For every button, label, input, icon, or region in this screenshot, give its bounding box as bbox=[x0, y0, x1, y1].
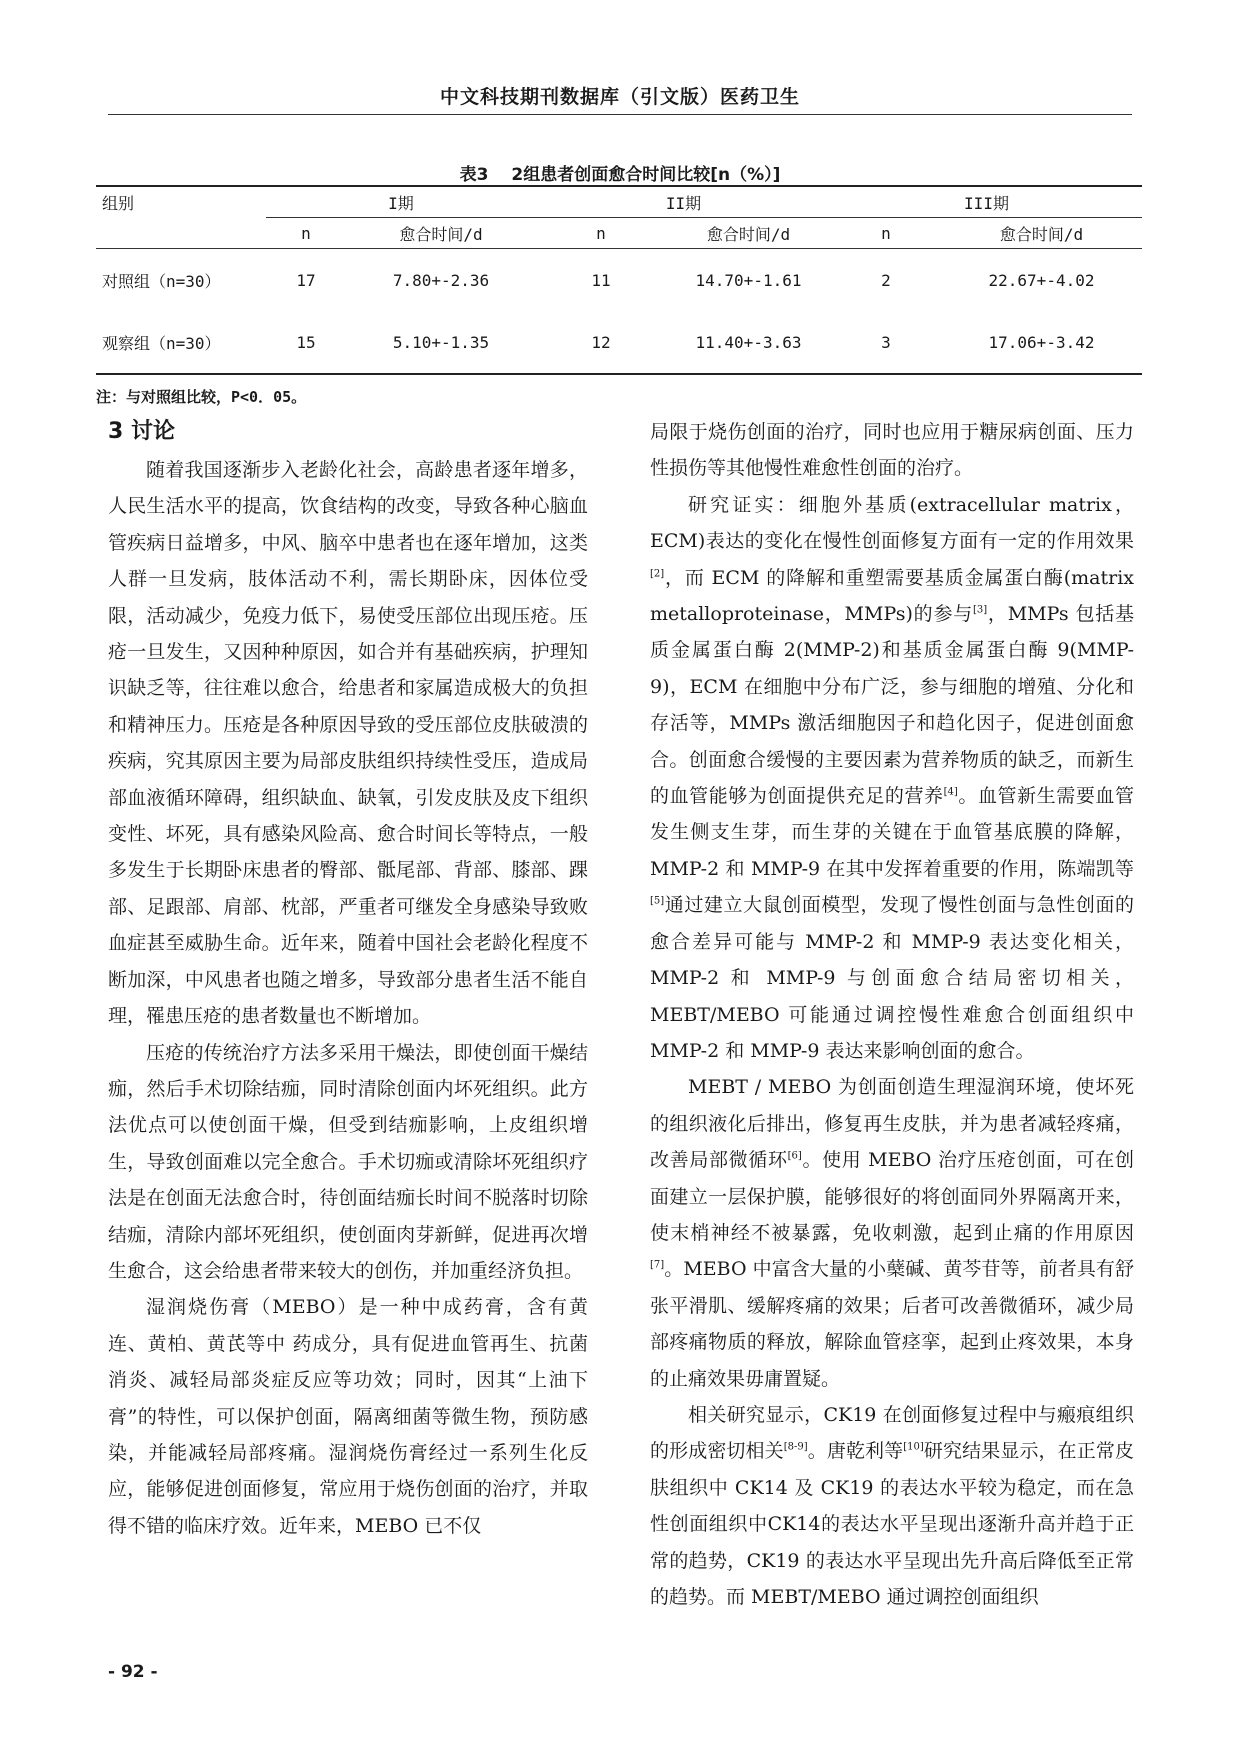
text-run: 通过建立大鼠创面模型，发现了慢性创面与急性创面的愈合差异可能与 MMP-2 和 MMP-9 表达变化相关，MMP-2 和 MMP-9 与创面愈合结局密切相关，MEBT/MEBO 可能通过调控慢性难愈合创面组织中 MMP-2 和 MMP-9 表达来影响创面的愈合。 bbox=[650, 894, 1134, 1062]
table-note: 注：与对照组比较，P<0．05。 bbox=[96, 388, 307, 406]
table-row bbox=[96, 311, 1142, 374]
text-run: MEBT / MEBO 为创面创造生理湿润环境，使坏死的组织液化后排出，修复再生皮肤，并为患者减轻疼痛，改善局部微循环 bbox=[650, 1076, 1134, 1172]
subheader-blank bbox=[96, 218, 266, 249]
paragraph: 随着我国逐渐步入老龄化社会，高龄患者逐年增多，人民生活水平的提高，饮食结构的改变，导致各种心脑血管疾病日益增多，中风、脑卒中患者也在逐年增加，这类人群一旦发病，肢体活动不利，需长期卧床，因体位受限，活动减少，免疫力低下，易使受压部位出现压疮。压疮一旦发生，又因种种原因，如合并有基础疾病，护理知识缺乏等，往往难以愈合，给患者和家属造成极大的负担和精神压力。压疮是各种原因导致的受压部位皮肤破溃的疾病，究其原因主要为局部皮肤组织持续性受压，造成局部血液循环障碍，组织缺血、缺氧，引发皮肤及皮下组织变性、坏死，具有感染风险高、愈合时间长等特点，一般多发生于长期卧床患者的臀部、骶尾部、背部、膝部、踝部、足跟部、肩部、枕部，严重者可继发全身感染导致败血症甚至威胁生命。近年来，随着中国社会老龄化程度不断加深，中风患者也随之增多，导致部分患者生活不能自理，罹患压疮的患者数量也不断增加。 bbox=[108, 459, 588, 1028]
left-column bbox=[108, 412, 588, 1544]
text-run: 。使用 MEBO 治疗压疮创面，可在创面建立一层保护膜，能够很好的将创面同外界隔离开来，使末梢神经不被暴露，免收刺激，起到止痛的作用原因 bbox=[650, 1149, 1134, 1244]
row-group: 对照组（n=30） bbox=[102, 271, 221, 291]
text-run: 研究证实：细胞外基质(extracellular matrix，ECM)表达的变化在慢性创面修复方面有一定的作用效果 bbox=[650, 493, 1134, 553]
cell: 7.80+-2.36 bbox=[392, 270, 490, 290]
table-subheader-row bbox=[96, 218, 1142, 249]
group-header: 组别 bbox=[96, 186, 266, 218]
text-run: ，MMPs 包括基质金属蛋白酶 2(MMP-2)和基质金属蛋白酶 9(MMP-9)，ECM 在细胞中分布广泛，参与细胞的增殖、分化和存活等，MMPs 激活细胞因子和趋化因子，促进创面愈合。创面愈合缓慢的主要因素为营养物质的缺乏，而新生的血管能够为创面提供充足的营养 bbox=[650, 603, 1134, 808]
citation: [10] bbox=[903, 1442, 924, 1454]
text-run: ，而 ECM 的降解和重塑需要基质金属蛋白酶(matrix metalloproteinase，MMPs)的参与 bbox=[650, 566, 1134, 626]
citation: [8-9] bbox=[783, 1442, 808, 1454]
citation: [6] bbox=[787, 1150, 802, 1162]
cell: 17.06+-3.42 bbox=[941, 311, 1142, 374]
subheader-time-1: 愈合时间/d bbox=[346, 218, 536, 249]
header-rule bbox=[108, 114, 1132, 115]
stage-header-2: II期 bbox=[536, 186, 831, 218]
row-group: 观察组（n=30） bbox=[96, 311, 266, 374]
text-run: 研究结果显示，在正常皮肤组织中 CK14 及 CK19 的表达水平较为稳定，而在急性创面组织中CK14的表达水平呈现出逐渐升高并趋于正常的趋势，CK19 的表达水平呈现出先升高后降低至正常的趋势。而 MEBT/MEBO 通过调控创面组织 bbox=[650, 1440, 1134, 1608]
cell: 5.10+-1.35 bbox=[346, 311, 536, 374]
cell: 15 bbox=[266, 311, 346, 374]
text-run: 。血管新生需要血管发生侧支生芽，而生芽的关键在于血管基底膜的降解，MMP-2 和 MMP-9 在其中发挥着重要的作用，陈端凯等 bbox=[650, 785, 1134, 880]
results-table bbox=[96, 185, 1142, 375]
cell: 14.70+-1.61 bbox=[695, 270, 802, 290]
citation: [2] bbox=[650, 568, 665, 580]
page-number: - 92 - bbox=[108, 1662, 158, 1682]
subheader-n-3: n bbox=[831, 218, 941, 249]
paragraph bbox=[650, 487, 1134, 1070]
cell: 11.40+-3.63 bbox=[666, 311, 831, 374]
paragraph bbox=[650, 1397, 1134, 1615]
cell: 11 bbox=[591, 270, 611, 290]
cell: 12 bbox=[536, 311, 666, 374]
cell: 22.67+-4.02 bbox=[988, 270, 1095, 290]
citation: [3] bbox=[972, 604, 988, 616]
paragraph bbox=[650, 1069, 1134, 1397]
text-run: 。MEBO 中富含大量的小蘖碱、黄芩苷等，前者具有舒张平滑肌、缓解疼痛的效果；后者可改善微循环，减少局部疼痛物质的释放，解除血管痉挛，起到止疼效果，本身的止痛效果毋庸置疑。 bbox=[650, 1258, 1134, 1390]
table-row bbox=[96, 249, 1142, 312]
stage-header-3: III期 bbox=[831, 186, 1142, 218]
running-header: 中文科技期刊数据库（引文版）医药卫生 bbox=[439, 86, 800, 108]
text-run: 相关研究显示，CK19 在创面修复过程中与瘢痕组织的形成密切相关 bbox=[650, 1403, 1134, 1463]
cell: 2 bbox=[881, 270, 891, 290]
citation: [4] bbox=[943, 786, 958, 798]
text-run: 。唐乾利等 bbox=[807, 1440, 904, 1463]
subheader-n-2: n bbox=[536, 218, 666, 249]
cell: 17 bbox=[296, 270, 316, 290]
citation: [5] bbox=[650, 895, 665, 907]
cell: 3 bbox=[831, 311, 941, 374]
subheader-n-1: n bbox=[266, 218, 346, 249]
table-caption: 表3 2组患者创面愈合时间比较[n（%）] bbox=[459, 165, 781, 185]
right-column bbox=[650, 414, 1134, 1615]
subheader-time-2: 愈合时间/d bbox=[666, 218, 831, 249]
section-title: 3 讨论 bbox=[108, 419, 175, 444]
paragraph: 压疮的传统治疗方法多采用干燥法，即使创面干燥结痂，然后手术切除结痂，同时清除创面内坏死组织。此方法优点可以使创面干燥，但受到结痂影响，上皮组织增生，导致创面难以完全愈合。手术切痂或清除坏死组织疗法是在创面无法愈合时，待创面结痂长时间不脱落时切除结痂，清除内部坏死组织，使创面肉芽新鲜，促进再次增生愈合，这会给患者带来较大的创伤，并加重经济负担。 bbox=[108, 1041, 588, 1282]
paragraph: 湿润烧伤膏（MEBO）是一种中成药膏，含有黄连、黄柏、黄芪等中 药成分，具有促进血管再生、抗菌消炎、减轻局部炎症反应等功效；同时，因其“上油下膏”的特性，可以保护创面，隔离细菌等微生物，预防感染，并能减轻局部疼痛。湿润烧伤膏经过一系列生化反应，能够促进创面修复，常应用于烧伤创面的治疗，并取得不错的临床疗效。近年来，MEBO 已不仅 bbox=[108, 1296, 588, 1537]
subheader-time-3: 愈合时间/d bbox=[941, 218, 1142, 249]
citation: [7] bbox=[650, 1260, 665, 1272]
paragraph: 局限于烧伤创面的治疗，同时也应用于糖尿病创面、压力性损伤等其他慢性难愈性创面的治疗。 bbox=[650, 421, 1134, 480]
table-header-row bbox=[96, 186, 1142, 218]
stage-header-1: I期 bbox=[266, 186, 536, 218]
